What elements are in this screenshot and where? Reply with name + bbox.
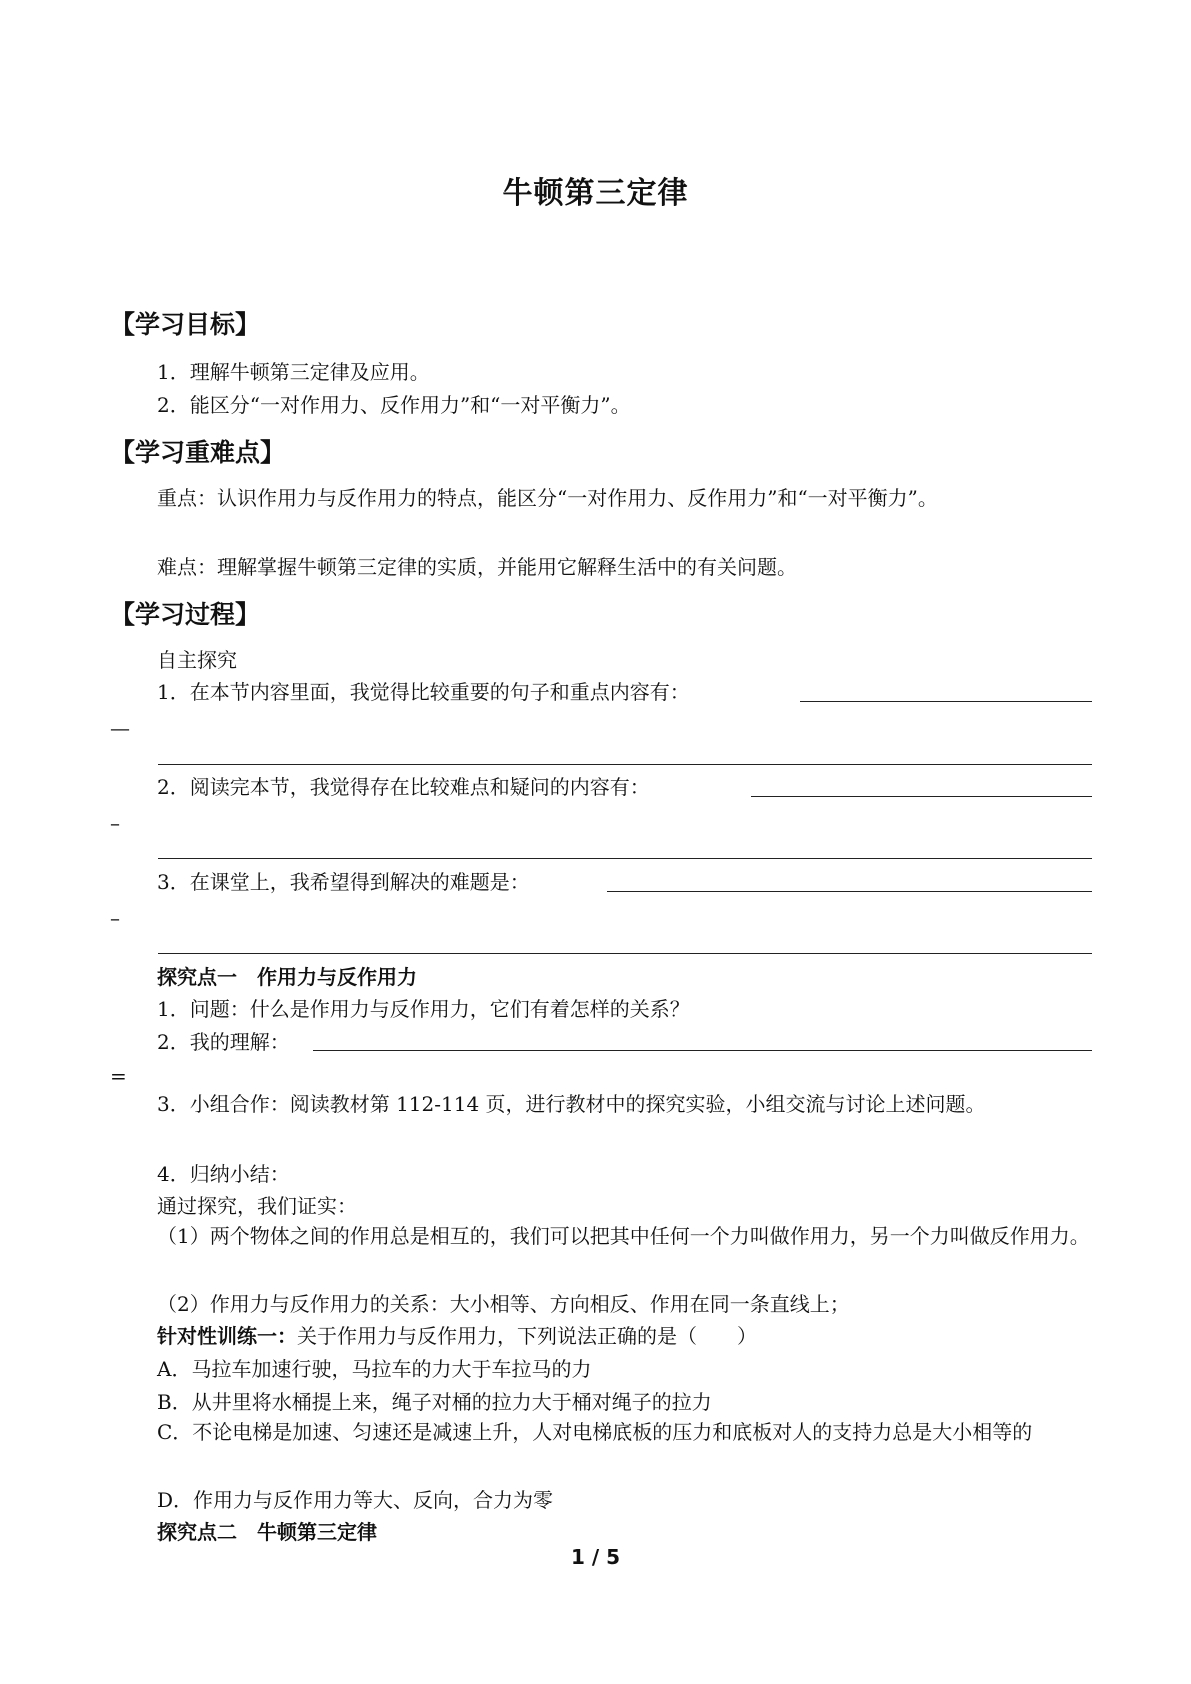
key-points-heading: 【学习重难点】 [110,438,286,467]
training-label: 针对性训练一： [157,1324,297,1348]
conclusion-2: （2）作用力与反作用力的关系：大小相等、方向相反、作用在同一条直线上； [157,1292,850,1316]
page-number: 1 / 5 [570,1545,621,1569]
key-points-difficulty: 难点：理解掌握牛顿第三定律的实质，并能用它解释生活中的有关问题。 [157,555,797,579]
objectives-heading: 【学习目标】 [110,310,261,339]
training-question [157,1320,757,1349]
line-dash: – [110,906,120,930]
training-question-text: 关于作用力与反作用力，下列说法正确的是（ ） [297,1324,757,1348]
process-question-1: 1．在本节内容里面，我觉得比较重要的句子和重点内容有： [157,680,690,704]
option-b: B．从井里将水桶提上来，绳子对桶的拉力大于桶对绳子的拉力 [157,1390,712,1414]
option-a: A．马拉车加速行驶，马拉车的力大于车拉马的力 [157,1357,592,1381]
answer-line[interactable] [751,796,1092,797]
proof-intro: 通过探究，我们证实： [157,1194,357,1218]
explore-two-heading: 探究点二 牛顿第三定律 [157,1520,377,1544]
page-title: 牛顿第三定律 [502,176,689,211]
option-d: D．作用力与反作用力等大、反向，合力为零 [157,1488,554,1512]
process-question-2: 2．阅读完本节，我觉得存在比较难点和疑问的内容有： [157,775,650,799]
line-dash: — [110,716,130,740]
objective-item-2: 2．能区分“一对作用力、反作用力”和“一对平衡力”。 [157,393,631,417]
answer-line[interactable] [313,1050,1092,1051]
explore-one-question-3: 3．小组合作：阅读教材第 112-114 页，进行教材中的探究实验，小组交流与讨论上述问题。 [157,1092,986,1116]
objective-item-1: 1．理解牛顿第三定律及应用。 [157,360,430,384]
answer-line[interactable] [607,891,1092,892]
conclusion-1: （1）两个物体之间的作用总是相互的，我们可以把其中任何一个力叫做作用力，另一个力叫做反作用力。 [157,1224,1090,1248]
explore-one-question-2: 2．我的理解： [157,1030,290,1054]
answer-line[interactable] [800,701,1092,702]
option-c: C．不论电梯是加速、匀速还是减速上升，人对电梯底板的压力和底板对人的支持力总是大小相等的 [157,1420,1033,1444]
process-heading: 【学习过程】 [110,600,261,629]
explore-one-heading: 探究点一 作用力与反作用力 [157,965,417,989]
self-study-label: 自主探究 [157,648,237,672]
line-dash: = [110,1064,127,1088]
process-question-3: 3．在课堂上，我希望得到解决的难题是： [157,870,530,894]
line-dash: – [110,811,120,835]
answer-line[interactable] [158,764,1092,765]
key-points-focus: 重点：认识作用力与反作用力的特点，能区分“一对作用力、反作用力”和“一对平衡力”。 [157,486,938,510]
answer-line[interactable] [158,858,1092,859]
explore-one-question-4: 4．归纳小结： [157,1162,290,1186]
answer-line[interactable] [158,953,1092,954]
explore-one-question-1: 1．问题：什么是作用力与反作用力，它们有着怎样的关系？ [157,997,690,1021]
